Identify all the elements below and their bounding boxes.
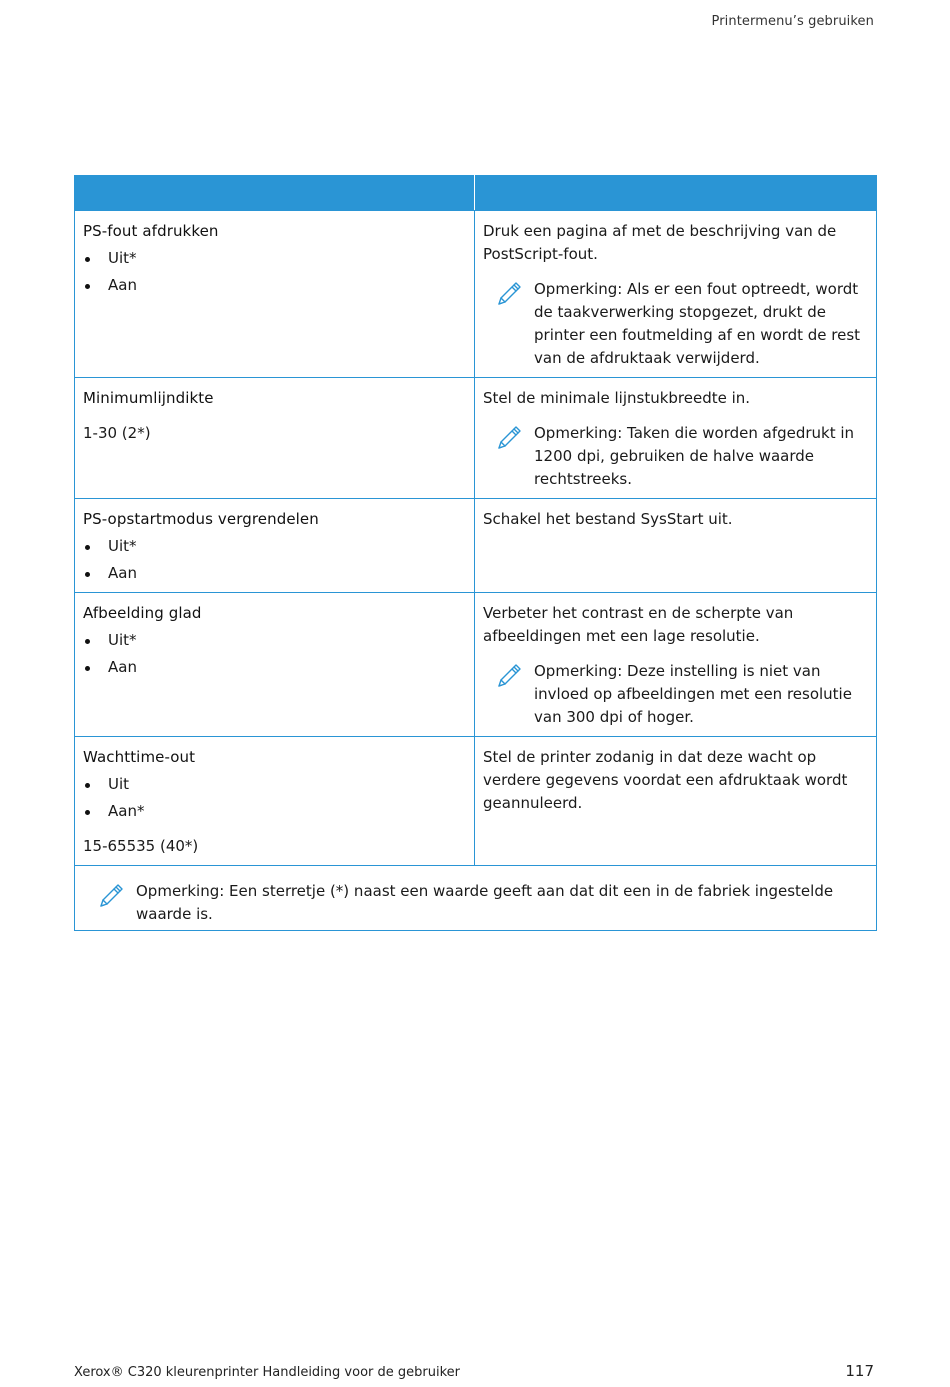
option-item: Uit: [83, 773, 466, 796]
note-text: Opmerking: Taken die worden afgedrukt in 1200 dpi, gebruiken de halve waarde rechtstreeks.: [534, 424, 855, 488]
description-cell: [475, 378, 877, 499]
pencil-icon: [495, 662, 523, 690]
table-row: [75, 737, 877, 866]
footer-note-cell: [75, 866, 877, 931]
menu-item-title: PS-opstartmodus vergrendelen: [83, 510, 319, 528]
option-item: Uit*: [83, 629, 466, 652]
option-list: [83, 773, 466, 823]
menu-item-title: PS-fout afdrukken: [83, 222, 219, 240]
menu-settings-table: [74, 175, 877, 931]
running-footer: Xerox® C320 kleurenprinter Handleiding voor de gebruiker: [74, 1365, 460, 1380]
description-text: Stel de printer zodanig in dat deze wacht op verdere gegevens voordat een afdruktaak wordt geannuleerd.: [483, 748, 848, 812]
table-header-row: [75, 176, 877, 211]
pencil-icon: [495, 280, 523, 308]
description-cell: [475, 211, 877, 378]
pencil-icon: [495, 424, 523, 452]
option-item: Aan*: [83, 800, 466, 823]
value-range: 1-30 (2*): [83, 424, 151, 442]
menu-item-cell: [75, 211, 475, 378]
table-row: [75, 593, 877, 737]
note: [483, 660, 868, 729]
value-range: 15-65535 (40*): [83, 837, 199, 855]
footer-note: [85, 880, 866, 926]
table-header-cell-description: [475, 176, 877, 211]
note: [483, 422, 868, 491]
pencil-icon: [97, 882, 125, 910]
table-header-cell-menu-item: [75, 176, 475, 211]
menu-item-cell: [75, 499, 475, 593]
option-list: [83, 629, 466, 679]
menu-item-title: Wachttime-out: [83, 748, 196, 766]
table-row: [75, 211, 877, 378]
description-cell: [475, 593, 877, 737]
table-footer-row: [75, 866, 877, 931]
option-item: Aan: [83, 274, 466, 297]
table-row: [75, 499, 877, 593]
description-text: Druk een pagina af met de beschrijving van de PostScript-fout.: [483, 222, 837, 263]
menu-item-cell: [75, 737, 475, 866]
note-text: Opmerking: Deze instelling is niet van invloed op afbeeldingen met een resolutie van 300 dpi of hoger.: [534, 662, 852, 726]
note: [483, 278, 868, 370]
page-number: 117: [845, 1362, 874, 1380]
menu-item-title: Afbeelding glad: [83, 604, 202, 622]
menu-item-cell: [75, 378, 475, 499]
description-text: Stel de minimale lijnstukbreedte in.: [483, 389, 751, 407]
description-text: Schakel het bestand SysStart uit.: [483, 510, 733, 528]
footer-note-text: Opmerking: Een sterretje (*) naast een waarde geeft aan dat dit een in de fabriek ingestelde waarde is.: [136, 882, 834, 923]
option-list: [83, 535, 466, 585]
description-cell: [475, 499, 877, 593]
option-item: Uit*: [83, 247, 466, 270]
table-row: [75, 378, 877, 499]
menu-item-cell: [75, 593, 475, 737]
running-header: Printermenu’s gebruiken: [711, 14, 874, 29]
option-item: Uit*: [83, 535, 466, 558]
option-item: Aan: [83, 656, 466, 679]
option-item: Aan: [83, 562, 466, 585]
option-list: [83, 247, 466, 297]
note-text: Opmerking: Als er een fout optreedt, wordt de taakverwerking stopgezet, drukt de printer een foutmelding af en wordt de rest van de afdruktaak verwijderd.: [534, 280, 861, 367]
menu-item-title: Minimumlijndikte: [83, 389, 214, 407]
description-text: Verbeter het contrast en de scherpte van afbeeldingen met een lage resolutie.: [483, 604, 794, 645]
description-cell: [475, 737, 877, 866]
